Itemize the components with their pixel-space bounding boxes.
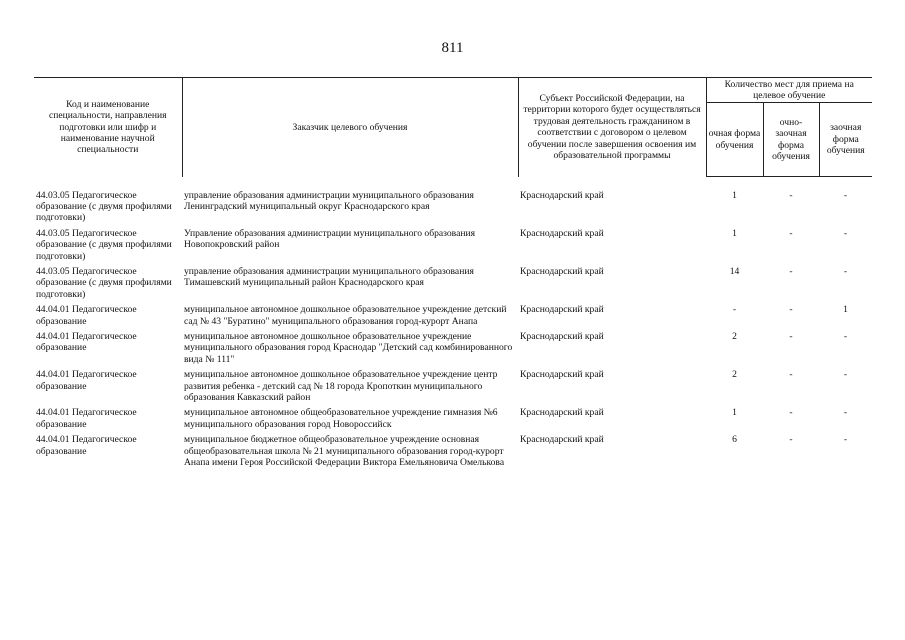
cell-customer: муниципальное автономное дошкольное образовательное учреждение муниципального образования город Краснодар "Детский сад комбинированного вида № 111"	[184, 330, 513, 365]
table-row	[34, 266, 872, 304]
cell-region: Краснодарский край	[520, 369, 604, 381]
header-full-time: очная форма обучения	[706, 103, 763, 177]
cell-distance: -	[843, 434, 848, 446]
cell-code: 44.04.01 Педагогическое образование	[36, 407, 137, 430]
cell-distance: -	[843, 227, 848, 239]
cell-code: 44.04.01 Педагогическое образование	[36, 304, 137, 327]
cell-full-time: 6	[732, 434, 737, 446]
cell-region: Краснодарский край	[520, 434, 604, 446]
cell-distance: -	[843, 369, 848, 381]
cell-full-time: 1	[732, 190, 737, 201]
cell-part-time: -	[789, 227, 793, 239]
header-region: Субъект Российской Федерации, на территории которого будет осуществляться трудовая деятельность гражданином в соответствии с договором о целевом обучении после завершения освоения им образовательной программы	[518, 78, 706, 177]
cell-part-time: -	[789, 330, 793, 342]
cell-part-time: -	[789, 304, 793, 316]
cell-part-time: -	[789, 265, 793, 277]
table-header	[34, 78, 872, 177]
header-places: Количество мест для приема на целевое обучение	[706, 78, 872, 103]
cell-customer: управление образования администрации муниципального образования Тимашевский муниципальный район Краснодарского края	[184, 265, 474, 289]
cell-customer: муниципальное автономное общеобразовательное учреждение гимназия №6 муниципального образования город Новороссийск	[184, 407, 498, 430]
cell-code: 44.04.01 Педагогическое образование	[36, 434, 137, 457]
cell-customer: муниципальное автономное дошкольное образовательное учреждение детский сад № 43 "Буратино" муниципального образования город-курорт Анапа	[184, 304, 507, 327]
cell-code: 44.03.05 Педагогическое образование (с двумя профилями подготовки)	[36, 265, 172, 300]
cell-customer: Управление образования администрации муниципального образования Новопокровский район	[184, 227, 476, 251]
cell-full-time: -	[732, 304, 737, 316]
cell-region: Краснодарский край	[520, 189, 604, 201]
header-customer: Заказчик целевого обучения	[182, 78, 518, 177]
table-row	[34, 228, 872, 266]
cell-full-time: 1	[732, 407, 737, 419]
cell-distance: -	[843, 265, 848, 277]
cell-region: Краснодарский край	[520, 330, 604, 342]
header-distance: заочная форма обучения	[819, 103, 872, 177]
cell-code: 44.03.05 Педагогическое образование (с двумя профилями подготовки)	[36, 189, 172, 224]
cell-region: Краснодарский край	[520, 407, 604, 419]
table-row	[34, 331, 872, 369]
table-row	[34, 177, 872, 228]
cell-region: Краснодарский край	[520, 227, 604, 239]
cell-part-time: -	[789, 434, 793, 446]
cell-distance: -	[843, 330, 848, 342]
table-row	[34, 407, 872, 434]
cell-code: 44.03.05 Педагогическое образование (с двумя профилями подготовки)	[36, 227, 172, 262]
cell-full-time: 1	[732, 227, 737, 239]
cell-part-time: -	[789, 369, 793, 381]
table-row	[34, 434, 872, 472]
cell-distance: -	[843, 190, 848, 201]
cell-part-time: -	[789, 190, 793, 201]
cell-full-time: 2	[732, 330, 737, 342]
cell-distance: -	[843, 407, 848, 419]
cell-part-time: -	[789, 407, 793, 419]
header-code: Код и наименование специальности, направления подготовки или шифр и наименование научной специальности	[34, 78, 182, 177]
table-row	[34, 304, 872, 331]
cell-full-time: 14	[729, 265, 740, 277]
page-number: 811	[441, 40, 464, 56]
target-training-table	[34, 77, 872, 472]
cell-code: 44.04.01 Педагогическое образование	[36, 330, 137, 354]
cell-distance: 1	[843, 304, 848, 316]
cell-full-time: 2	[732, 369, 737, 381]
table-body	[34, 177, 872, 473]
cell-customer: муниципальное автономное дошкольное образовательное учреждение центр развития ребенка - детский сад № 18 города Кропоткин муниципального образования Кавказский район	[184, 369, 498, 403]
cell-region: Краснодарский край	[520, 265, 604, 277]
table-row	[34, 369, 872, 407]
cell-region: Краснодарский край	[520, 304, 604, 316]
cell-customer: управление образования администрации муниципального образования Ленинградский муниципальный округ Краснодарского края	[184, 189, 474, 212]
cell-code: 44.04.01 Педагогическое образование	[36, 369, 137, 392]
header-part-time: очно-заочная форма обучения	[763, 103, 819, 177]
cell-customer: муниципальное бюджетное общеобразовательное учреждение основная общеобразовательная школа № 21 муниципального образования город-курорт Анапа имени Героя Российской Федерации Виктора Емельяновича Омелькова	[184, 434, 505, 469]
